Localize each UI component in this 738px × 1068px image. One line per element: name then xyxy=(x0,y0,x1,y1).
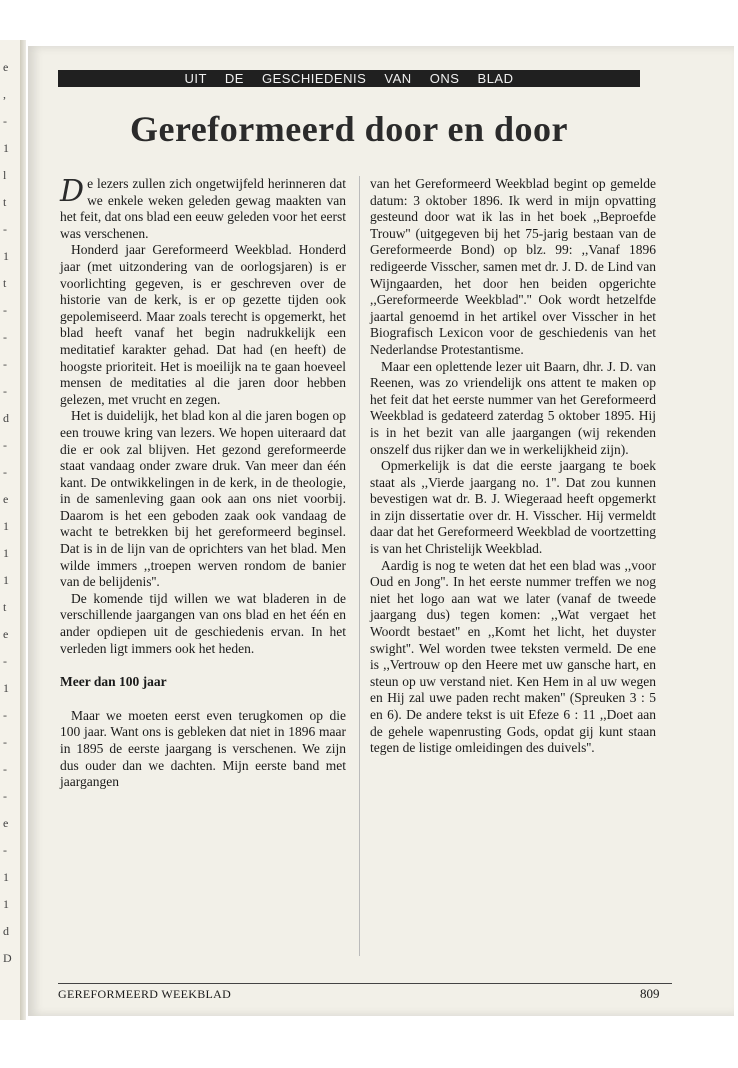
margin-fragment: t xyxy=(3,276,7,290)
paragraph: Maar een oplettende lezer uit Baarn, dhr. J. D. van Reenen, was zo vriendelijk ons attent te maken op het feit dat het eerste nummer van het Gereformeerd Weekblad is gedateerd zaterdag 5 oktober 1895. Hij is in het bezit van alle jaargangen (wij rekenden onszelf dus rijker dan we in werkelijkheid zijn). xyxy=(370,358,656,457)
margin-fragment: e xyxy=(3,627,9,641)
margin-fragment: 1 xyxy=(3,249,9,263)
margin-fragment: 1 xyxy=(3,897,9,911)
margin-fragment: - xyxy=(3,357,7,371)
margin-fragment: e xyxy=(3,816,9,830)
margin-fragment: 1 xyxy=(3,141,9,155)
subheading: Meer dan 100 jaar xyxy=(60,674,167,690)
section-banner: UIT DE GESCHIEDENIS VAN ONS BLAD xyxy=(58,70,640,87)
margin-fragment: , xyxy=(3,87,6,101)
margin-fragment: e xyxy=(3,492,9,506)
paragraph: Aardig is nog te weten dat het een blad was ,,voor Oud en Jong''. In het eerste nummer treffen we nog niet het logo aan wat we later (vanaf de tweede jaargang dus) tegen komen: ,,Wat vergaet het Woordt bestaet'' en ,,Komt het licht, het duyster swight''. Wel worden twee teksten vermeld. De ene is ,,Vertrouw op den Heere met uw gansche hart, en steun op uw verstand niet. Ken Hem in al uw wegen en Hij zal uwe paden recht maken'' (Spreuken 3 : 5 en 6). De andere tekst is uit Efeze 6 : 11 ,,Doet aan de gehele wapenrusting Gods, opdat gij kunt staan tegen de listige omleidingen des duivels''. xyxy=(370,557,656,756)
margin-fragment: 1 xyxy=(3,573,9,587)
margin-fragment: t xyxy=(3,600,7,614)
paragraph: De komende tijd willen we wat bladeren in de verschillende jaargangen van ons blad en het één en ander opdiepen uit de geschiedenis ervan. In het verleden ligt immers ook het heden. xyxy=(60,590,346,656)
margin-fragment: - xyxy=(3,789,7,803)
column-divider xyxy=(359,176,360,956)
margin-fragment: - xyxy=(3,303,7,317)
margin-fragment: d xyxy=(3,411,9,425)
drop-cap-initial: D xyxy=(60,174,85,209)
margin-fragment: - xyxy=(3,708,7,722)
margin-fragment: - xyxy=(3,654,7,668)
paragraph: Honderd jaar Gereformeerd Weekblad. Honderd jaar (met uitzondering van de oorlogsjaren) is er voorlichting gegeven, is er geschreven over de historie van de kerk, is er op gezette tijden ook gepolemiseerd. Maar zoals terecht is opgemerkt, het blad heeft vanaf het begin nadrukkelijk een meditatief karakter gehad. Dat had (en heeft) de hoogste prioriteit. Het is moeilijk na te gaan hoeveel mensen de meditaties al die jaren door hebben gelezen, met vrucht en zegen. xyxy=(60,242,346,407)
paragraph: Maar we moeten eerst even terugkomen op die 100 jaar. Want ons is gebleken dat niet in 1896 maar in 1895 de eerste jaargang is verschenen. We zijn dus ouder dan we dachten. Mijn eerste band met jaargangen xyxy=(60,707,346,790)
footer-page-number: 809 xyxy=(640,986,660,1001)
article-column-left xyxy=(60,176,346,791)
margin-fragment: - xyxy=(3,114,7,128)
paragraph xyxy=(60,176,346,242)
margin-fragment: t xyxy=(3,195,7,209)
margin-fragment: D xyxy=(3,951,12,965)
margin-fragment: 1 xyxy=(3,546,9,560)
margin-fragment: 1 xyxy=(3,870,9,884)
margin-fragment: e xyxy=(3,60,9,74)
footer-publication-name: GEREFORMEERD WEEKBLAD xyxy=(58,987,232,1001)
paragraph: Opmerkelijk is dat die eerste jaargang te boek staat als ,,Vierde jaargang no. 1''. Dat zou kunnen bevestigen wat dr. B. J. Wiegeraad heeft opgemerkt in zijn dissertatie over dr. H. Visscher. Hij vermeldt daar dat het Gereformeerd Weekblad de voortzetting is van het Christelijk Weekblad. xyxy=(370,458,656,557)
margin-fragment: - xyxy=(3,438,7,452)
margin-fragment: - xyxy=(3,735,7,749)
margin-fragment: - xyxy=(3,762,7,776)
footer-rule xyxy=(58,983,672,984)
paragraph: van het Gereformeerd Weekblad begint op gemelde datum: 3 oktober 1896. Ik werd in mijn opvatting gesteund door wat ik las in het boek ,,Beproefde Trouw'' (uitgegeven bij het 75-jarig bestaan van de Gereformeerde Bond) op blz. 99: ,,Vanaf 1896 redigeerde Visscher, samen met dr. J. D. de Lind van Wijngaarden, het door hen beiden opgerichte ,,Gereformeerde Weekblad''.'' Ook wordt hetzelfde jaartal genoemd in het artikel over Visscher in het Biografisch Lexicon voor de geschiedenis van het Nederlandse Protestantisme. xyxy=(370,176,656,357)
margin-fragment: - xyxy=(3,222,7,236)
margin-fragment: 1 xyxy=(3,681,9,695)
margin-fragment: d xyxy=(3,924,9,938)
article-column-right xyxy=(370,176,656,757)
margin-fragment: - xyxy=(3,330,7,344)
margin-fragment: 1 xyxy=(3,519,9,533)
margin-fragment: - xyxy=(3,384,7,398)
margin-fragment: - xyxy=(3,843,7,857)
article-title: Gereformeerd door en door xyxy=(129,109,569,149)
paragraph-text: e lezers zullen zich ongetwijfeld herinneren dat we enkele weken geleden gewag maakten van het feit, dat ons blad een eeuw geleden voor het eerst was verschenen. xyxy=(60,176,347,241)
margin-fragment: l xyxy=(3,168,7,182)
paragraph: Het is duidelijk, het blad kon al die jaren bogen op een trouwe kring van lezers. We hopen uiteraard dat die er ook zal blijven. Het gezond gereformeerde staat vandaag onder zware druk. Van meer dan één kant. De ontwikkelingen in de kerk, in de theologie, in de samenleving gaan ook aan ons niet voorbij. Daarom is het een geboden zaak ook vandaag de wacht te betrekken bij het gereformeerd beginsel. Dat is in de lijn van de oprichters van het blad. Men wilde immers ,,troepen werven rondom de banier van de belijdenis''. xyxy=(60,408,346,590)
page-gutter-shadow xyxy=(20,40,26,1020)
margin-fragment: - xyxy=(3,465,7,479)
